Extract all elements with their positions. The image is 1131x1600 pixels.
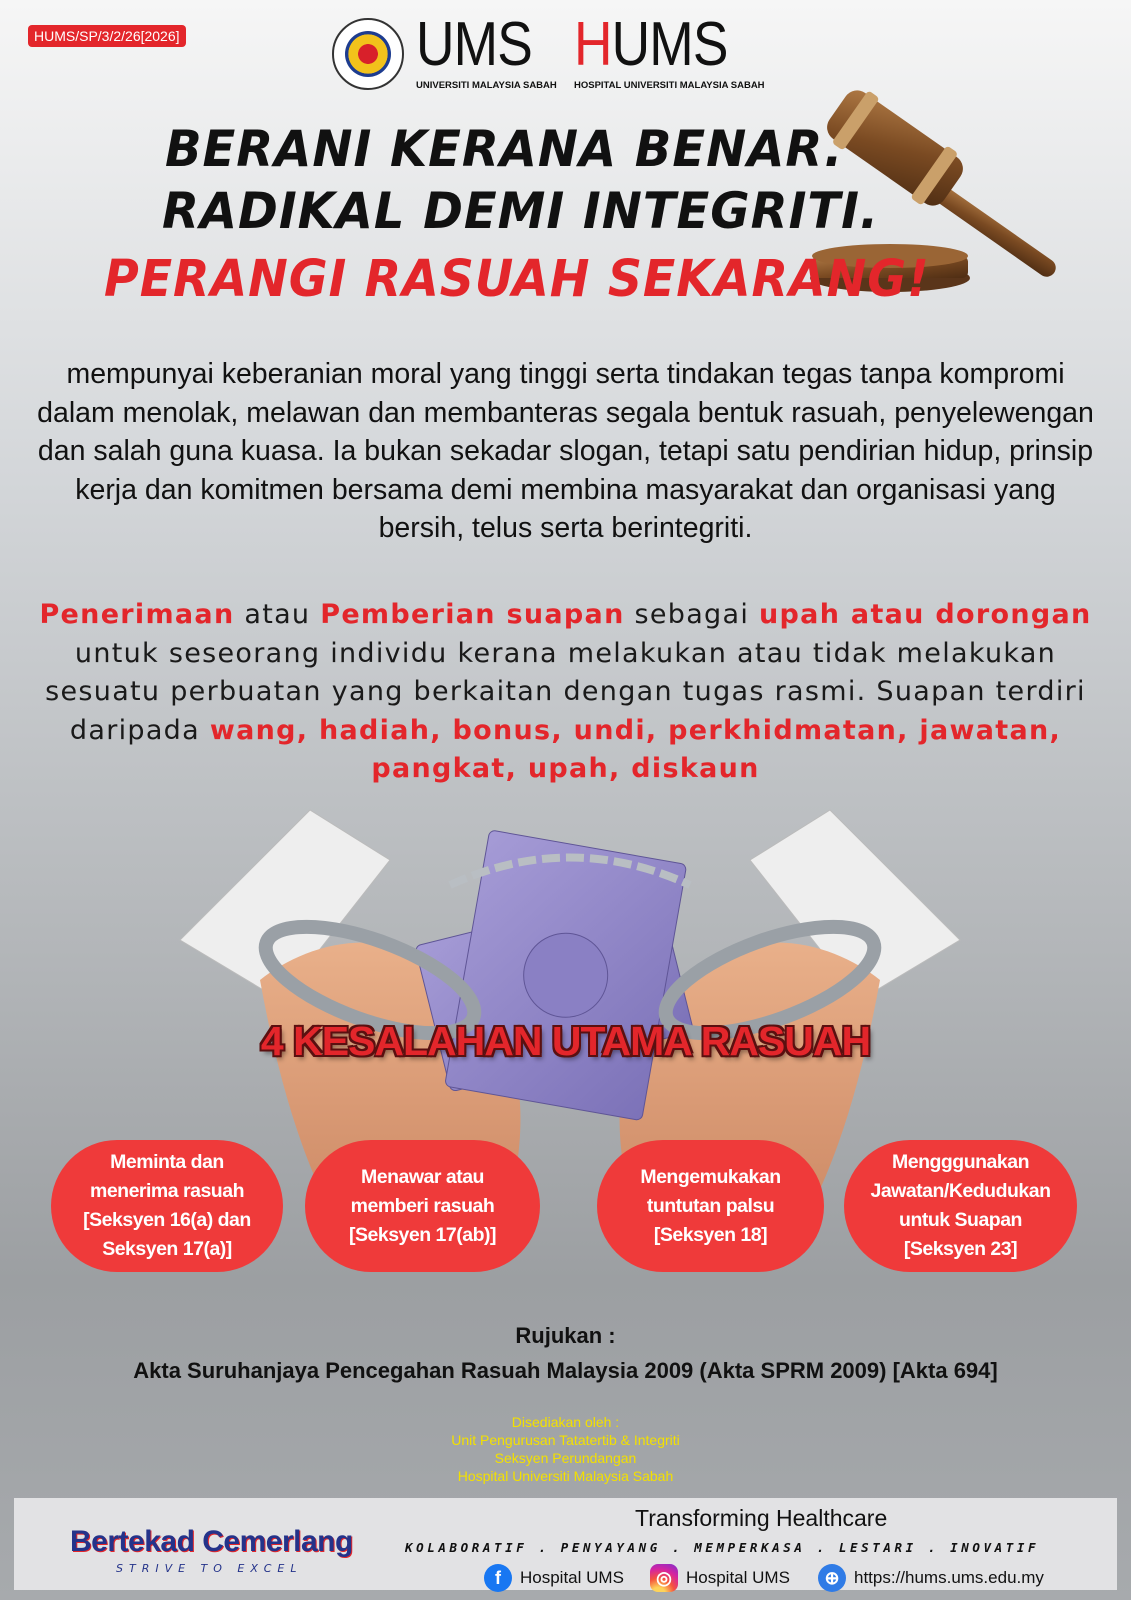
ums-logo-subtitle: UNIVERSITI MALAYSIA SABAH [416, 80, 557, 91]
offence-pill-2 [305, 1140, 540, 1272]
footer-slogan-sub: STRIVE TO EXCEL [116, 1562, 303, 1575]
offence-4-line-3: untuk Suapan [899, 1209, 1022, 1231]
ums-logo [416, 12, 557, 91]
ums-seal-logo [332, 18, 404, 90]
prepared-by-section: Seksyen Perundangan [494, 1450, 637, 1466]
term-penerimaan: Penerimaan [39, 599, 235, 630]
offence-3-line-3: [Seksyen 18] [653, 1223, 768, 1246]
headline-line-2: RADIKAL DEMI INTEGRITI. [162, 182, 880, 240]
offence-1-line-3: [Seksyen 16(a) dan [83, 1209, 251, 1231]
para2-text-2: sebagai [624, 599, 760, 630]
term-pemberian-suapan: Pemberian suapan [320, 599, 625, 630]
offence-1-line-4: Seksyen 17(a)] [102, 1238, 232, 1260]
footer-slogan: Bertekad Cemerlang [70, 1525, 353, 1558]
headline-line-1: BERANI KERANA BENAR. [165, 120, 844, 178]
hums-logo [574, 12, 765, 91]
facebook-label: Hospital UMS [520, 1568, 624, 1587]
para2-text-3: untuk seseorang individu kerana melakukan atau tidak melakukan sesuatu perbuatan yang berkaitan dengan tugas rasmi. Suapan terdiri daripada [45, 637, 1086, 746]
crest-icon [345, 31, 391, 77]
term-bribe-forms: wang, hadiah, bonus, undi, perkhidmatan, jawatan, pangkat, upah, diskaun [209, 714, 1062, 784]
facebook-link[interactable] [484, 1564, 624, 1592]
website-label: https://hums.ums.edu.my [854, 1568, 1044, 1587]
offence-3-line-1: Mengemukakan [640, 1165, 781, 1188]
offence-4-line-4: [Seksyen 23] [903, 1238, 1018, 1260]
footer-values: KOLABORATIF . PENYAYANG . MEMPERKASA . LESTARI . INOVATIF [405, 1540, 1040, 1555]
ums-logo-word: UMS [416, 10, 532, 79]
instagram-icon: ◎ [650, 1564, 678, 1592]
offence-4-line-2: Jawatan/Kedudukan [870, 1180, 1051, 1202]
prepared-by-org: Hospital Universiti Malaysia Sabah [457, 1468, 674, 1484]
reference-label: Rujukan : [515, 1323, 616, 1348]
hums-logo-subtitle: HOSPITAL UNIVERSITI MALAYSIA SABAH [574, 80, 765, 91]
prepared-by-unit: Unit Pengurusan Tatatertib & Integriti [451, 1432, 680, 1448]
hums-logo-word [574, 12, 738, 78]
prepared-by-label: Disediakan oleh : [511, 1414, 620, 1430]
globe-icon: ⊕ [818, 1564, 846, 1592]
term-upah-dorongan: upah atau dorongan [759, 599, 1092, 630]
headline-line-3: PERANGI RASUAH SEKARANG! [104, 250, 930, 309]
instagram-label: Hospital UMS [686, 1568, 790, 1587]
offence-2-line-3: [Seksyen 17(ab)] [349, 1223, 496, 1246]
facebook-icon: f [484, 1564, 512, 1592]
offence-3-line-2: tuntutan palsu [646, 1194, 775, 1217]
offences-title: 4 KESALAHAN UTAMA RASUAH [260, 1018, 871, 1064]
offence-pill-3 [597, 1140, 824, 1272]
definition-paragraph: mempunyai keberanian moral yang tinggi serta tindakan tegas tanpa kompromi dalam menolak, melawan dan membanteras segala bentuk rasuah, penyelewengan dan salah guna kuasa. Ia bukan sekadar slogan, tetapi satu pendirian hidup, prinsip kerja dan komitmen bersama demi membina masyarakat dan organisasi yang bersih, telus serta berintegriti. [37, 358, 1094, 544]
hums-logo-rest: UMS [611, 10, 728, 79]
offence-1-line-2: menerima rasuah [89, 1180, 244, 1202]
offence-4-line-1: Mengggunakan [891, 1151, 1029, 1173]
offence-1-line-1: Meminta dan [110, 1151, 224, 1173]
para2-text-1: atau [234, 599, 321, 630]
offence-2-line-1: Menawar atau [361, 1165, 484, 1188]
website-link[interactable] [818, 1564, 1044, 1592]
instagram-link[interactable] [650, 1564, 790, 1592]
reference-text: Akta Suruhanjaya Pencegahan Rasuah Malaysia 2009 (Akta SPRM 2009) [Akta 694] [133, 1358, 998, 1383]
reference-code-badge: HUMS/SP/3/2/26[2026] [28, 25, 186, 47]
hums-logo-h: H [574, 10, 612, 79]
offence-pill-4 [844, 1140, 1077, 1272]
offence-2-line-2: memberi rasuah [350, 1194, 495, 1217]
offence-pill-1 [51, 1140, 283, 1272]
footer-tagline: Transforming Healthcare [635, 1505, 888, 1531]
prepared-by [0, 1413, 1131, 1485]
bribery-definition-paragraph [22, 596, 1109, 789]
